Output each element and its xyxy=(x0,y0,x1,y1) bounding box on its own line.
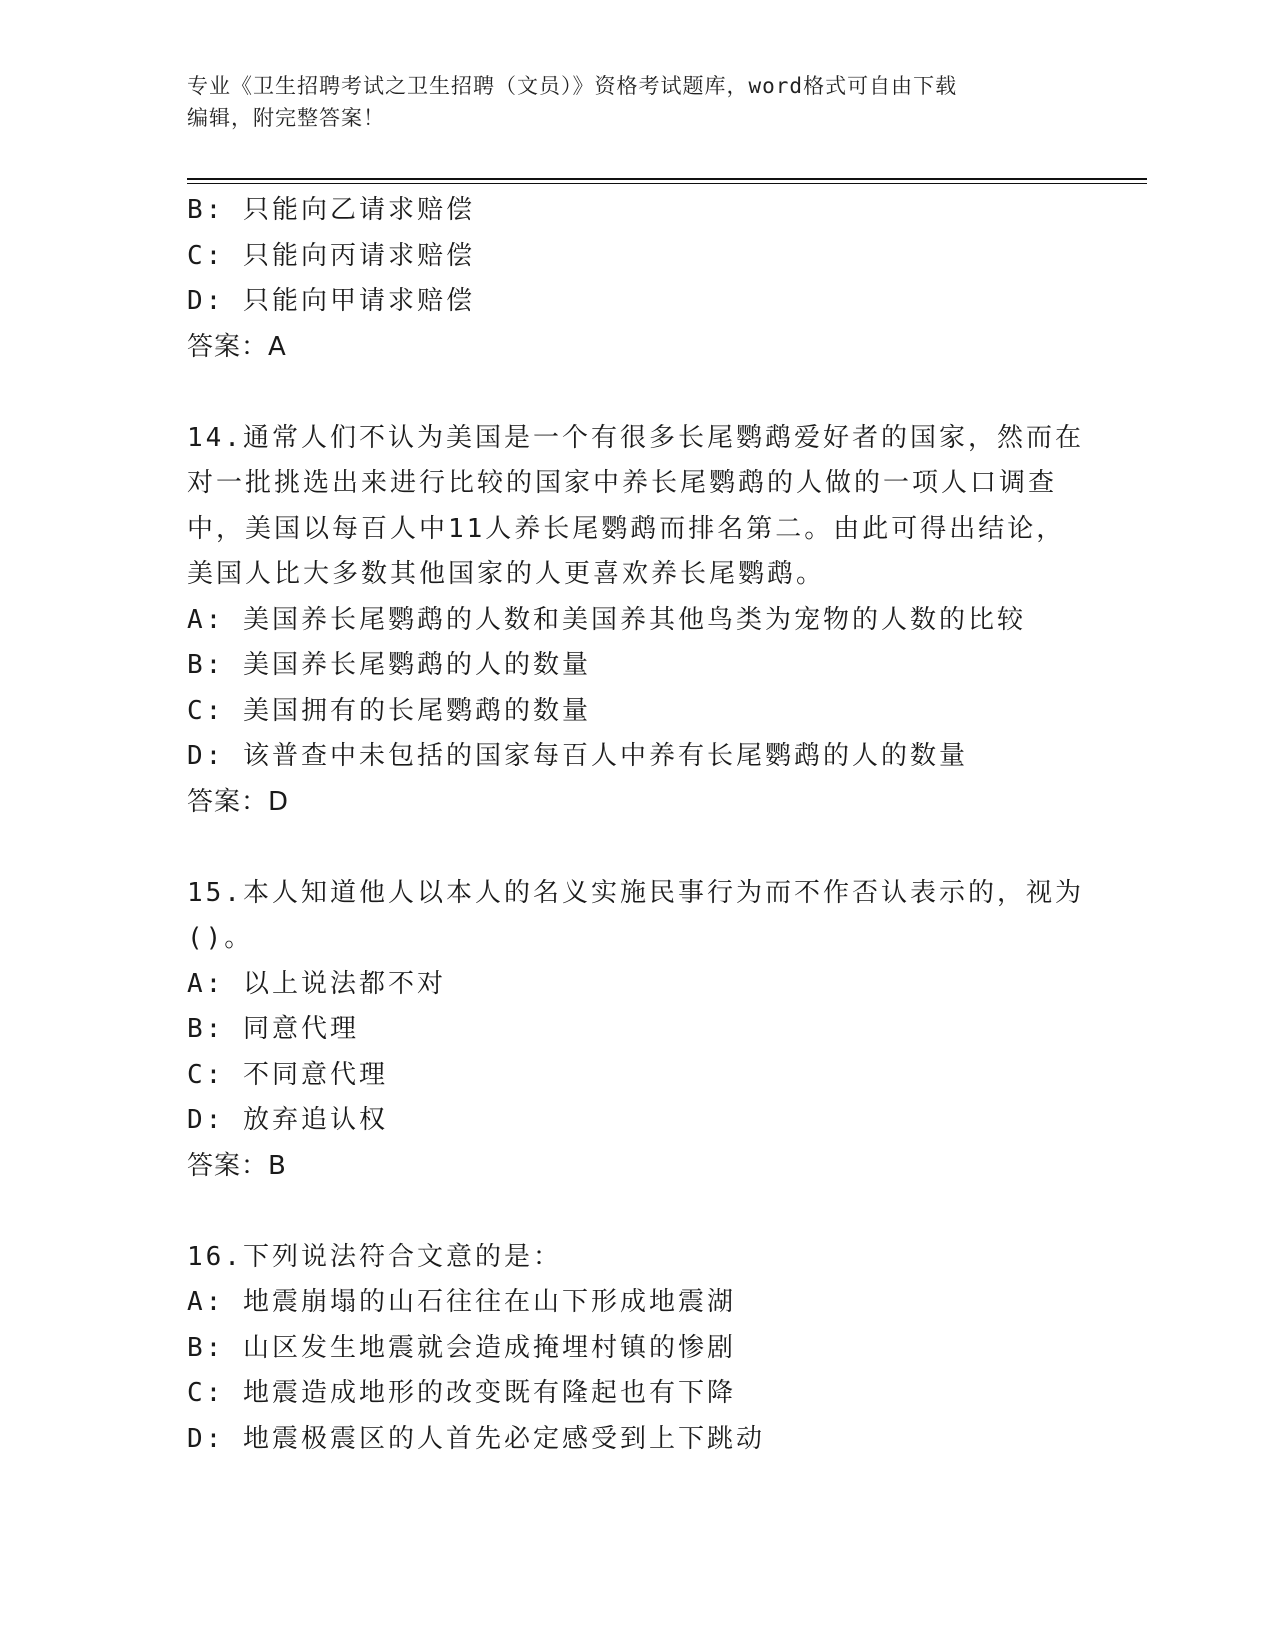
option-a: A: 美国养长尾鹦鹉的人数和美国养其他鸟类为宠物的人数的比较 xyxy=(187,604,1026,635)
header-rule-thin xyxy=(187,183,1147,184)
answer-line: 答案：B xyxy=(187,1150,287,1181)
answer-line: 答案：D xyxy=(187,786,290,817)
option-b: B: 美国养长尾鹦鹉的人的数量 xyxy=(187,650,591,680)
option-a: A: 地震崩塌的山石往往在山下形成地震湖 xyxy=(187,1287,736,1317)
question-16 xyxy=(187,1235,1087,1463)
option-d: D: 放弃追认权 xyxy=(187,1105,388,1135)
option-c: C: 地震造成地形的改变既有隆起也有下降 xyxy=(187,1378,736,1408)
header-rule-thick xyxy=(187,178,1147,180)
answer-line: 答案：A xyxy=(187,331,287,362)
option-a: A: 以上说法都不对 xyxy=(187,968,446,999)
spacer xyxy=(187,825,1087,871)
question-14 xyxy=(187,416,1087,826)
option-d: D: 地震极震区的人首先必定感受到上下跳动 xyxy=(187,1423,765,1454)
option-b: B: 同意代理 xyxy=(187,1014,359,1044)
question-line: 美国人比大多数其他国家的人更喜欢养长尾鹦鹉。 xyxy=(187,559,826,589)
option-c: C: 不同意代理 xyxy=(187,1059,388,1090)
question-text xyxy=(187,871,1087,962)
question-line: 对一批挑选出来进行比较的国家中养长尾鹦鹉的人做的一项人口调查 xyxy=(187,468,1058,498)
option-c: C: 只能向丙请求赔偿 xyxy=(187,240,475,271)
question-line: 15.本人知道他人以本人的名义实施民事行为而不作否认表示的，视为 xyxy=(187,877,1084,908)
question-text xyxy=(187,416,1087,598)
option-d: D: 该普查中未包括的国家每百人中养有长尾鹦鹉的人的数量 xyxy=(187,741,968,771)
question-13-tail xyxy=(187,188,1087,370)
option-b: B: 只能向乙请求赔偿 xyxy=(187,195,475,225)
option-b: B: 山区发生地震就会造成掩埋村镇的惨剧 xyxy=(187,1332,736,1363)
spacer xyxy=(187,370,1087,416)
header-line-1: 专业《卫生招聘考试之卫生招聘（文员）》资格考试题库，word格式可自由下载 xyxy=(187,74,958,98)
option-c: C: 美国拥有的长尾鹦鹉的数量 xyxy=(187,695,591,726)
question-text xyxy=(187,1235,1087,1281)
question-line: 中，美国以每百人中11人养长尾鹦鹉而排名第二。由此可得出结论， xyxy=(187,513,1066,544)
question-15 xyxy=(187,871,1087,1190)
question-line: ()。 xyxy=(187,923,254,953)
question-list xyxy=(187,188,1087,1462)
spacer xyxy=(187,1189,1087,1235)
header-line-2: 编辑，附完整答案！ xyxy=(187,106,385,130)
option-d: D: 只能向甲请求赔偿 xyxy=(187,286,475,316)
question-line: 14.通常人们不认为美国是一个有很多长尾鹦鹉爱好者的国家，然而在 xyxy=(187,422,1084,453)
page-header xyxy=(187,70,1087,134)
question-line: 16.下列说法符合文意的是： xyxy=(187,1241,562,1272)
